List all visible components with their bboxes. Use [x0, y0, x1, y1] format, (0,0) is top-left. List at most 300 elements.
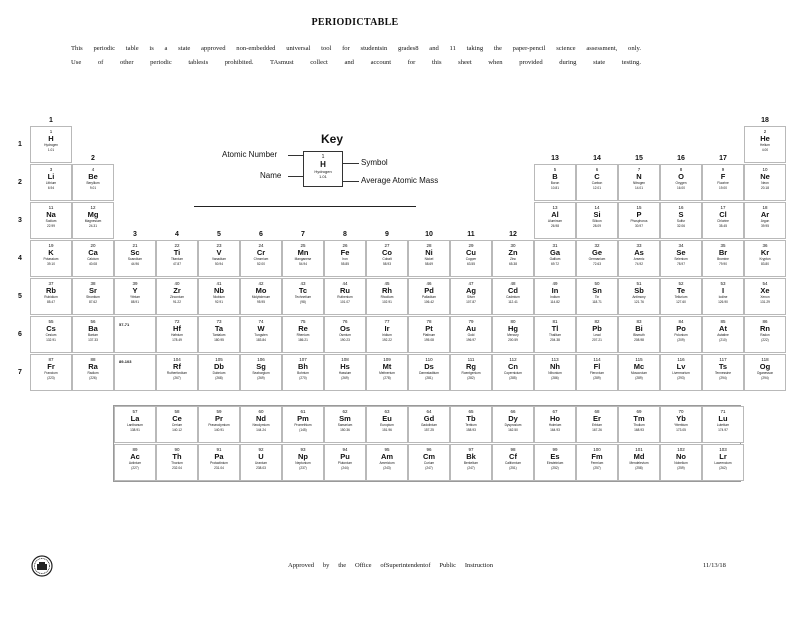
atomic-mass: 167.26 — [592, 428, 602, 432]
atomic-mass: 180.95 — [214, 338, 224, 342]
atomic-number: 62 — [342, 409, 348, 414]
atomic-number: 51 — [636, 281, 642, 286]
element-symbol: Cs — [46, 324, 56, 333]
atomic-number: 111 — [467, 357, 475, 362]
atomic-number: 72 — [174, 319, 180, 324]
atomic-number: 8 — [679, 167, 683, 172]
atomic-mass: 52.00 — [257, 262, 265, 266]
element-name: Hafnium — [171, 333, 183, 337]
footer-approved: Approved by the Office ofSuperintendentof Public Instruction — [288, 562, 493, 569]
element-name: Praseodymium — [208, 423, 230, 427]
element-symbol: Am — [380, 452, 394, 461]
element-cell — [450, 278, 492, 315]
atomic-number: 87 — [48, 357, 54, 362]
key-example-name: Hydrogen — [314, 169, 332, 174]
atomic-mass: 1.01 — [47, 148, 55, 152]
element-cell — [660, 164, 702, 201]
element-cell — [660, 278, 702, 315]
element-symbol: Al — [551, 210, 559, 219]
element-cell — [534, 202, 576, 239]
element-name: Flerovium — [590, 371, 604, 375]
atomic-mass: 69.72 — [551, 262, 559, 266]
element-cell — [408, 444, 450, 481]
element-symbol: Mc — [633, 362, 645, 371]
atomic-mass: 208.98 — [634, 338, 644, 342]
atomic-mass: 16.00 — [677, 186, 685, 190]
element-name: Sodium — [45, 219, 57, 223]
element-name: Moscovium — [630, 371, 648, 375]
atomic-number: 42 — [258, 281, 264, 286]
atomic-number: 12 — [90, 205, 96, 210]
element-symbol: Mt — [382, 362, 392, 371]
element-cell — [702, 406, 744, 443]
atomic-number: 6 — [595, 167, 599, 172]
atomic-number: 68 — [594, 409, 600, 414]
element-name: Actinium — [128, 461, 142, 465]
atomic-number: 74 — [258, 319, 264, 324]
element-cell — [576, 240, 618, 277]
element-symbol: Dy — [508, 414, 518, 423]
element-symbol: Db — [214, 362, 224, 371]
element-symbol: As — [634, 248, 644, 257]
element-cell — [156, 240, 198, 277]
period-label: 6 — [18, 331, 22, 338]
atomic-mass: 140.91 — [214, 428, 224, 432]
element-name: Beryllium — [86, 181, 100, 185]
element-cell — [114, 240, 156, 277]
element-symbol: Pu — [340, 452, 350, 461]
atomic-number: 27 — [384, 243, 390, 248]
element-name: Iron — [342, 257, 348, 261]
element-name: Radon — [760, 333, 770, 337]
atomic-number: 66 — [510, 409, 516, 414]
element-symbol: Cn — [508, 362, 518, 371]
atomic-number: 70 — [678, 409, 684, 414]
atomic-mass: 85.47 — [47, 300, 55, 304]
atomic-number: 58 — [174, 409, 180, 414]
group-label: 9 — [385, 231, 389, 238]
element-symbol: Br — [718, 248, 728, 257]
element-cell — [660, 354, 702, 391]
element-cell — [534, 164, 576, 201]
element-cell — [744, 240, 786, 277]
element-symbol: Lu — [718, 414, 728, 423]
element-cell — [450, 406, 492, 443]
element-name: Rutherfordium — [166, 371, 188, 375]
element-cell — [30, 202, 72, 239]
element-cell — [660, 444, 702, 481]
element-cell — [576, 406, 618, 443]
atomic-mass: 22.99 — [47, 224, 55, 228]
atomic-number: 112 — [509, 357, 517, 362]
atomic-number: 108 — [341, 357, 349, 362]
atomic-number: 61 — [300, 409, 306, 414]
element-name: Chromium — [253, 257, 269, 261]
element-name: Californium — [504, 461, 522, 465]
atomic-mass: 19.00 — [719, 186, 727, 190]
element-symbol: Eu — [382, 414, 392, 423]
atomic-mass: (259) — [677, 466, 685, 470]
element-cell — [366, 354, 408, 391]
atomic-number: 1 — [49, 129, 53, 134]
atomic-number: 71 — [720, 409, 726, 414]
atomic-number: 77 — [384, 319, 390, 324]
element-name: Oganesson — [756, 371, 774, 375]
element-name: Osmium — [339, 333, 351, 337]
atomic-mass: 186.21 — [298, 338, 308, 342]
element-symbol: Og — [759, 362, 771, 371]
atomic-number: 39 — [132, 281, 138, 286]
atomic-number: 84 — [678, 319, 684, 324]
element-name: Indium — [550, 295, 560, 299]
element-name: Neptunium — [295, 461, 311, 465]
element-cell — [534, 240, 576, 277]
atomic-mass: (289) — [593, 376, 601, 380]
group-label: 12 — [509, 231, 517, 238]
atomic-number: 117 — [719, 357, 727, 362]
atomic-mass: 28.09 — [593, 224, 601, 228]
element-cell — [702, 354, 744, 391]
element-symbol: Mo — [255, 286, 267, 295]
period-label: 1 — [18, 141, 22, 148]
element-symbol: No — [676, 452, 686, 461]
element-name: Lawrencium — [714, 461, 732, 465]
element-cell — [618, 240, 660, 277]
element-name: Arsenic — [633, 257, 645, 261]
element-name: Lutetium — [716, 423, 730, 427]
key-example-mass: 1.01 — [319, 174, 327, 179]
element-name: Thulium — [633, 423, 645, 427]
atomic-number: 116 — [677, 357, 685, 362]
element-cell — [366, 444, 408, 481]
element-name: Plutonium — [337, 461, 353, 465]
element-cell — [408, 406, 450, 443]
element-symbol: Ds — [424, 362, 434, 371]
element-cell — [282, 406, 324, 443]
atomic-mass: 140.12 — [172, 428, 182, 432]
atomic-mass: (209) — [677, 338, 685, 342]
atomic-mass: 44.96 — [131, 262, 139, 266]
element-cell — [30, 354, 72, 391]
atomic-mass: 138.91 — [130, 428, 140, 432]
element-cell — [240, 240, 282, 277]
atomic-mass: 127.60 — [676, 300, 686, 304]
element-cell — [198, 444, 240, 481]
element-symbol: Cm — [422, 452, 436, 461]
element-cell — [72, 354, 114, 391]
element-name: Cadmium — [506, 295, 520, 299]
atomic-number: 35 — [720, 243, 726, 248]
element-symbol: Cr — [256, 248, 266, 257]
atomic-mass: 47.87 — [173, 262, 181, 266]
atomic-number: 32 — [594, 243, 600, 248]
element-symbol: Kr — [760, 248, 770, 257]
atomic-mass: 101.07 — [340, 300, 350, 304]
element-symbol: Tl — [551, 324, 559, 333]
element-cell — [324, 278, 366, 315]
atomic-number: 94 — [342, 447, 348, 452]
element-symbol: Cl — [719, 210, 727, 219]
atomic-mass: 232.04 — [172, 466, 182, 470]
element-cell — [744, 126, 786, 163]
atomic-mass: 58.69 — [425, 262, 433, 266]
atomic-number: 54 — [762, 281, 768, 286]
element-name: Mendelevium — [629, 461, 649, 465]
atomic-number: 41 — [216, 281, 222, 286]
atomic-mass: (243) — [383, 466, 391, 470]
atomic-number: 67 — [552, 409, 558, 414]
element-name: Gold — [467, 333, 475, 337]
element-name: Potassium — [43, 257, 59, 261]
group-label: 14 — [593, 155, 601, 162]
element-symbol: Si — [593, 210, 601, 219]
atomic-number: 46 — [426, 281, 432, 286]
element-cell — [282, 278, 324, 315]
atomic-mass: 151.96 — [382, 428, 392, 432]
atomic-mass: 50.94 — [215, 262, 223, 266]
atomic-number: 44 — [342, 281, 348, 286]
atomic-mass: 162.50 — [508, 428, 518, 432]
atomic-number: 40 — [174, 281, 180, 286]
atomic-number: 107 — [299, 357, 307, 362]
element-cell — [534, 444, 576, 481]
element-symbol: W — [257, 324, 265, 333]
element-name: Chlorine — [717, 219, 729, 223]
element-symbol: Ti — [173, 248, 181, 257]
atomic-number: 101 — [635, 447, 643, 452]
atomic-number: 33 — [636, 243, 642, 248]
element-cell — [618, 406, 660, 443]
atomic-number: 65 — [468, 409, 474, 414]
atomic-mass: (244) — [341, 466, 349, 470]
element-symbol: Ts — [718, 362, 728, 371]
element-symbol: Ca — [88, 248, 98, 257]
element-cell — [30, 278, 72, 315]
atomic-mass: 106.42 — [424, 300, 434, 304]
atomic-mass: 102.91 — [382, 300, 392, 304]
atomic-mass: (227) — [131, 466, 139, 470]
atomic-mass: 35.45 — [719, 224, 727, 228]
element-name: Krypton — [759, 257, 771, 261]
element-name: Thallium — [548, 333, 562, 337]
element-cell — [156, 316, 198, 353]
element-symbol: Co — [382, 248, 392, 257]
element-symbol: Hs — [340, 362, 350, 371]
atomic-number: 24 — [258, 243, 264, 248]
element-name: Cerium — [171, 423, 183, 427]
group-label: 3 — [133, 231, 137, 238]
atomic-mass: 95.95 — [257, 300, 265, 304]
atomic-number: 105 — [215, 357, 223, 362]
atomic-number: 63 — [384, 409, 390, 414]
element-name: Argon — [760, 219, 770, 223]
element-symbol: Pt — [425, 324, 433, 333]
element-symbol: Cd — [508, 286, 518, 295]
element-symbol: Mn — [297, 248, 309, 257]
atomic-mass: 54.94 — [299, 262, 307, 266]
atomic-mass: 192.22 — [382, 338, 392, 342]
element-name: Scandium — [127, 257, 143, 261]
element-name: Curium — [423, 461, 435, 465]
element-symbol: Tc — [298, 286, 308, 295]
element-symbol: Re — [298, 324, 308, 333]
element-cell — [156, 444, 198, 481]
element-symbol: Lv — [676, 362, 686, 371]
page-title: PERIODICTABLE — [311, 17, 399, 28]
element-name: Livermorium — [672, 371, 690, 375]
atomic-mass: 157.25 — [424, 428, 434, 432]
element-symbol: Fe — [340, 248, 350, 257]
atomic-number: 98 — [510, 447, 516, 452]
group-label: 7 — [301, 231, 305, 238]
element-cell — [702, 316, 744, 353]
element-name: Samarium — [337, 423, 353, 427]
element-name: Palladium — [422, 295, 436, 299]
element-name: Phosphorus — [630, 219, 648, 223]
element-cell — [618, 444, 660, 481]
element-cell — [240, 354, 282, 391]
element-cell — [366, 406, 408, 443]
element-symbol: O — [678, 172, 684, 181]
atomic-mass: 4.00 — [761, 148, 769, 152]
atomic-mass: (278) — [383, 376, 391, 380]
element-cell — [366, 278, 408, 315]
element-cell — [450, 316, 492, 353]
atomic-mass: 79.90 — [719, 262, 727, 266]
element-cell — [114, 444, 156, 481]
atomic-number: 23 — [216, 243, 222, 248]
element-name: Astatine — [717, 333, 729, 337]
element-cell — [702, 278, 744, 315]
element-name: Iodine — [718, 295, 728, 299]
element-symbol: Te — [676, 286, 686, 295]
atomic-mass: (293) — [677, 376, 685, 380]
element-name: Roentgenium — [461, 371, 481, 375]
element-symbol: Be — [88, 172, 98, 181]
element-symbol: Th — [172, 452, 182, 461]
element-symbol: Tm — [633, 414, 645, 423]
atomic-mass: 91.22 — [173, 300, 181, 304]
atomic-number: 55 — [48, 319, 54, 324]
atomic-mass: 58.93 — [383, 262, 391, 266]
element-name: Hassium — [338, 371, 352, 375]
atomic-mass: (294) — [719, 376, 727, 380]
atomic-number: 16 — [678, 205, 684, 210]
element-symbol: Ra — [88, 362, 98, 371]
element-cell — [492, 354, 534, 391]
element-symbol: F — [720, 172, 726, 181]
element-symbol: Y — [132, 286, 138, 295]
atomic-mass: 14.01 — [635, 186, 643, 190]
element-name: Einsteinium — [546, 461, 564, 465]
element-symbol: Md — [633, 452, 645, 461]
element-name: Iridium — [382, 333, 392, 337]
element-symbol: Lr — [719, 452, 727, 461]
element-cell — [408, 354, 450, 391]
element-name: Manganese — [294, 257, 312, 261]
atomic-number: 89 — [132, 447, 138, 452]
atomic-mass: (281) — [425, 376, 433, 380]
element-cell — [72, 278, 114, 315]
actinide-marker: 89-103 — [119, 359, 132, 364]
atomic-mass: (257) — [593, 466, 601, 470]
atomic-number: 47 — [468, 281, 474, 286]
element-symbol: Pd — [424, 286, 434, 295]
element-cell — [240, 406, 282, 443]
atomic-mass: 72.63 — [593, 262, 601, 266]
atomic-mass: (268) — [215, 376, 223, 380]
element-cell — [156, 354, 198, 391]
element-cell — [618, 278, 660, 315]
element-cell — [576, 354, 618, 391]
atomic-number: 45 — [384, 281, 390, 286]
atomic-number: 97 — [468, 447, 474, 452]
atomic-mass: 114.82 — [550, 300, 560, 304]
element-symbol: Rb — [46, 286, 56, 295]
element-symbol: Ge — [591, 248, 602, 257]
element-cell — [282, 444, 324, 481]
element-name: Sulfur — [676, 219, 686, 223]
element-name: Dysprosium — [504, 423, 522, 427]
atomic-mass: 92.91 — [215, 300, 223, 304]
atomic-number: 76 — [342, 319, 348, 324]
element-name: Nihonium — [548, 371, 562, 375]
atomic-number: 92 — [258, 447, 264, 452]
element-name: Zirconium — [170, 295, 184, 299]
element-cell — [282, 240, 324, 277]
element-cell — [702, 164, 744, 201]
atomic-mass: 144.24 — [256, 428, 266, 432]
element-name: Silver — [467, 295, 475, 299]
atomic-mass: 137.33 — [88, 338, 98, 342]
element-name: Germanium — [588, 257, 606, 261]
element-cell — [30, 126, 72, 163]
element-symbol: He — [760, 134, 770, 143]
atomic-number: 90 — [174, 447, 180, 452]
element-name: Bromine — [717, 257, 729, 261]
atomic-mass: (282) — [467, 376, 475, 380]
element-name: Helium — [760, 143, 770, 147]
atomic-mass: 231.04 — [214, 466, 224, 470]
atomic-number: 25 — [300, 243, 306, 248]
atomic-mass: (269) — [341, 376, 349, 380]
atomic-number: 99 — [552, 447, 558, 452]
element-symbol: Pa — [214, 452, 224, 461]
atomic-mass: 88.91 — [131, 300, 139, 304]
element-symbol: Ta — [214, 324, 224, 333]
atomic-mass: (247) — [425, 466, 433, 470]
atomic-number: 30 — [510, 243, 516, 248]
atomic-number: 102 — [677, 447, 685, 452]
key-name-label: Name — [260, 171, 282, 180]
element-symbol: Np — [298, 452, 308, 461]
element-name: Cobalt — [382, 257, 392, 261]
element-symbol: Zr — [173, 286, 181, 295]
element-name: Nobelium — [674, 461, 688, 465]
element-cell — [72, 240, 114, 277]
element-cell — [618, 316, 660, 353]
atomic-number: 15 — [636, 205, 642, 210]
atomic-number: 31 — [552, 243, 558, 248]
atomic-number: 21 — [132, 243, 138, 248]
atomic-number: 60 — [258, 409, 264, 414]
atomic-number: 64 — [426, 409, 432, 414]
atomic-mass: (222) — [761, 338, 769, 342]
element-symbol: Ag — [466, 286, 476, 295]
atomic-mass: 158.93 — [466, 428, 476, 432]
element-name: Lanthanum — [127, 423, 143, 427]
atomic-mass: 39.95 — [761, 224, 769, 228]
